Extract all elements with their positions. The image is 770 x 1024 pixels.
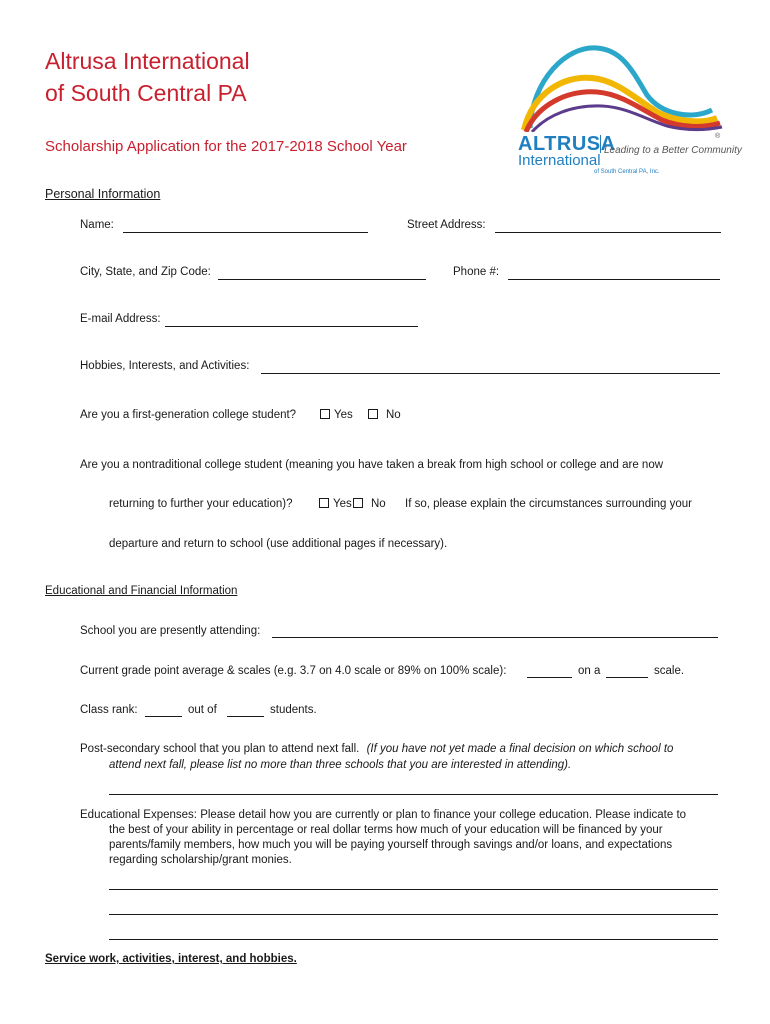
first-gen-question: Are you a first-generation college student? <box>80 409 297 421</box>
nontraditional-question-line3: departure and return to school (use additional pages if necessary). <box>109 538 448 550</box>
post-secondary-field[interactable] <box>109 794 718 795</box>
expenses-line4: regarding scholarship/grant monies. <box>109 854 292 866</box>
first-gen-no-checkbox[interactable] <box>368 409 378 419</box>
expenses-line3: parents/family members, how much you will be paying yourself through savings and/or loans, and expectations <box>109 839 673 851</box>
first-gen-yes-label: Yes <box>334 409 353 421</box>
nontraditional-explain-text: If so, please explain the circumstances surrounding your <box>405 498 693 510</box>
school-field[interactable] <box>272 637 718 638</box>
first-gen-no-label: No <box>386 409 401 421</box>
gpa-label: Current grade point average & scales (e.g. 3.7 on 4.0 scale or 89% on 100% scale): <box>80 665 507 677</box>
class-size-field[interactable] <box>227 716 264 717</box>
logo-divider <box>600 135 601 153</box>
post-secondary-label <box>80 743 673 755</box>
first-gen-yes-checkbox[interactable] <box>320 409 330 419</box>
gpa-scale-field[interactable] <box>606 677 648 678</box>
gpa-value-field[interactable] <box>527 677 572 678</box>
first-gen-no-option[interactable] <box>368 409 401 421</box>
school-label: School you are presently attending: <box>80 625 261 637</box>
expenses-field-line2[interactable] <box>109 914 718 915</box>
phone-label: Phone #: <box>453 266 500 278</box>
form-title-line1: Altrusa International <box>45 48 250 74</box>
gpa-on-text: on a <box>578 665 601 677</box>
form-title-line2: of South Central PA <box>45 80 247 106</box>
expenses-line2: the best of your ability in percentage or real dollar terms how much of your education will be financed by your <box>109 824 663 836</box>
post-secondary-note: (If you have not yet made a final decision on which school to <box>366 743 674 755</box>
form-subtitle: Scholarship Application for the 2017-2018 School Year <box>45 138 407 155</box>
class-rank-field[interactable] <box>145 716 182 717</box>
altrusa-logo <box>512 40 742 175</box>
city-state-zip-label: City, State, and Zip Code: <box>80 266 211 278</box>
nontraditional-no-label: No <box>371 498 386 510</box>
logo-chapter: of South Central PA, Inc. <box>594 169 660 175</box>
logo-wordmark: ALTRUSA <box>518 133 616 155</box>
section-heading-education: Educational and Financial Information <box>45 585 238 597</box>
post-secondary-note-line2: attend next fall, please list no more than three schools that you are interested in attending). <box>109 759 572 771</box>
name-label: Name: <box>80 219 114 231</box>
first-gen-yes-option[interactable] <box>320 409 353 421</box>
nontraditional-yes-label: Yes <box>333 498 352 510</box>
class-rank-label: Class rank: <box>80 704 138 716</box>
expenses-field-line3[interactable] <box>109 939 718 940</box>
street-address-label: Street Address: <box>407 219 486 231</box>
phone-field[interactable] <box>508 279 720 280</box>
name-field[interactable] <box>123 232 368 233</box>
nontraditional-question-line2: returning to further your education)? <box>109 498 293 510</box>
class-rank-out-of: out of <box>188 704 217 716</box>
city-state-zip-field[interactable] <box>218 279 426 280</box>
nontraditional-no-checkbox[interactable] <box>353 498 363 508</box>
educational-expenses-paragraph <box>80 808 740 868</box>
logo-registered-mark: ® <box>715 133 721 140</box>
nontraditional-question-line1: Are you a nontraditional college student (meaning you have taken a break from high school or college and are now <box>80 459 664 471</box>
nontraditional-yes-option[interactable] <box>319 498 352 510</box>
logo-international: International <box>518 152 601 169</box>
nontraditional-yes-checkbox[interactable] <box>319 498 329 508</box>
class-rank-students: students. <box>270 704 317 716</box>
hobbies-field[interactable] <box>261 373 720 374</box>
post-secondary-question: Post-secondary school that you plan to attend next fall. <box>80 743 360 755</box>
email-label: E-mail Address: <box>80 313 161 325</box>
section-heading-service: Service work, activities, interest, and hobbies. <box>45 953 297 965</box>
street-address-field[interactable] <box>495 232 721 233</box>
expenses-line1: Educational Expenses: Please detail how you are currently or plan to finance your college education. Please indicate to <box>80 809 687 821</box>
gpa-scale-text: scale. <box>654 665 685 677</box>
hobbies-label: Hobbies, Interests, and Activities: <box>80 360 250 372</box>
section-heading-personal: Personal Information <box>45 187 161 201</box>
expenses-field-line1[interactable] <box>109 889 718 890</box>
email-field[interactable] <box>165 326 418 327</box>
logo-swoosh-graphic <box>512 40 727 132</box>
nontraditional-no-option[interactable] <box>353 498 386 510</box>
logo-tagline: Leading to a Better Community <box>604 145 742 156</box>
